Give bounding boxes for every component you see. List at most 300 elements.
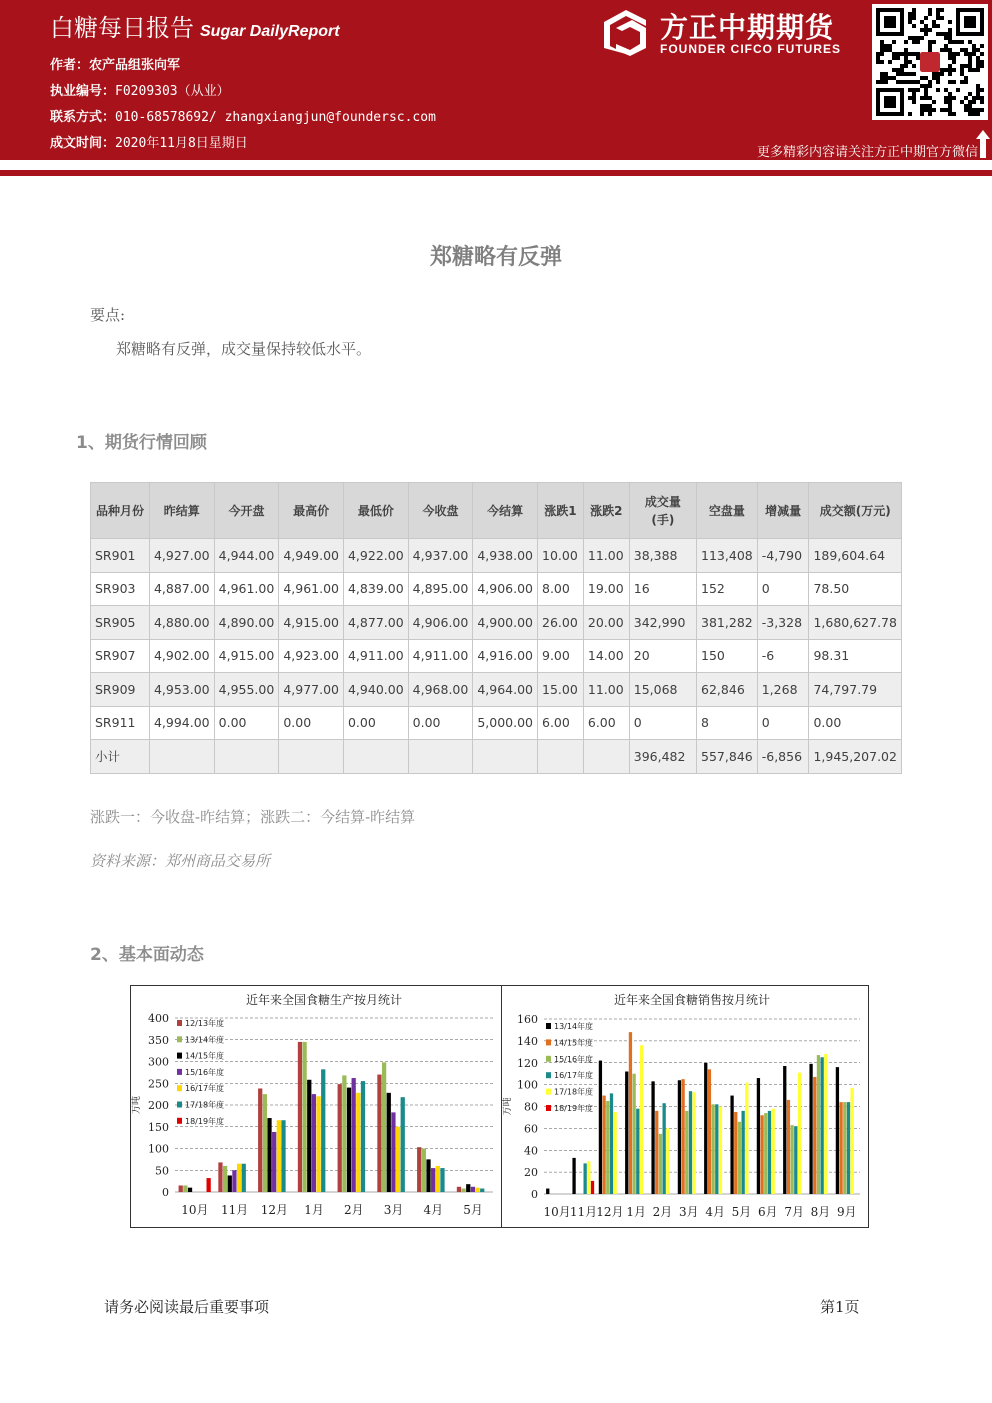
bar: [466, 1184, 470, 1192]
bar: [321, 1069, 325, 1192]
legend-label: 17/18年度: [185, 1100, 225, 1110]
legend-swatch: [177, 1036, 182, 1042]
bar: [734, 1112, 737, 1194]
table-cell: 4,911.00: [408, 639, 473, 673]
bar: [232, 1170, 236, 1192]
table-cell: 1,680,627.78: [809, 606, 902, 640]
legend-label: 14/15年度: [185, 1051, 225, 1061]
x-tick-label: 10月: [181, 1203, 209, 1217]
table-cell: SR907: [91, 639, 150, 673]
table-header-row: [91, 483, 902, 539]
table-cell: 1,268: [757, 673, 809, 707]
company-logo: [602, 6, 864, 58]
bar: [610, 1093, 613, 1194]
table-cell: 4,915.00: [214, 639, 279, 673]
author-label: 作者：: [50, 58, 90, 73]
table-cell: 62,846: [697, 673, 758, 707]
bar: [821, 1057, 824, 1194]
table-row: [91, 639, 902, 673]
bar: [738, 1122, 741, 1194]
legend-label: 15/16年度: [554, 1054, 594, 1064]
bar: [742, 1111, 745, 1194]
table-cell: 396,482: [629, 740, 696, 774]
x-tick-label: 2月: [652, 1205, 673, 1219]
table-cell: 15.00: [538, 673, 584, 707]
table-cell: 小计: [91, 740, 150, 774]
table-cell: 4,887.00: [149, 572, 214, 606]
table-row: [91, 572, 902, 606]
y-tick-label: 100: [517, 1078, 538, 1092]
legend-label: 13/14年度: [554, 1022, 594, 1031]
license-value: F0209303（从业）: [115, 84, 230, 99]
table-cell: 9.00: [538, 639, 584, 673]
table-cell: 4,968.00: [408, 673, 473, 707]
x-tick-label: 3月: [383, 1203, 404, 1217]
bar: [387, 1093, 391, 1192]
bar: [440, 1168, 444, 1192]
bar: [436, 1166, 440, 1192]
bar: [719, 1107, 722, 1195]
bar: [663, 1103, 666, 1194]
table-cell: 4,911.00: [343, 639, 408, 673]
banner-rule: [0, 170, 992, 176]
bar: [207, 1178, 211, 1192]
x-tick-label: 2月: [344, 1203, 364, 1217]
bar: [338, 1084, 342, 1192]
y-tick-label: 0: [162, 1186, 169, 1199]
x-tick-label: 10月: [543, 1205, 571, 1219]
table-cell: 0: [757, 572, 809, 606]
table-cell: 4,915.00: [279, 606, 344, 640]
bar: [179, 1185, 183, 1192]
section-heading-futures: 1、期货行情回顾: [76, 433, 207, 453]
bar: [377, 1075, 381, 1192]
x-tick-label: 1月: [304, 1203, 324, 1217]
bar: [480, 1189, 484, 1192]
legend-swatch: [546, 1072, 551, 1078]
bar: [843, 1102, 846, 1194]
bar: [693, 1092, 696, 1194]
bar: [689, 1091, 692, 1194]
column-header: 增减量: [757, 483, 809, 539]
y-tick-label: 40: [524, 1144, 538, 1158]
chart-title: 近年来全国食糖生产按月统计: [245, 993, 403, 1007]
table-cell: 0.00: [343, 706, 408, 740]
bar: [281, 1120, 285, 1192]
bar: [813, 1077, 816, 1194]
table-cell: 4,890.00: [214, 606, 279, 640]
sugar-sales-chart: [501, 985, 869, 1228]
bar: [599, 1061, 602, 1194]
table-cell: [343, 740, 408, 774]
x-tick-label: 1月: [626, 1205, 646, 1219]
bar: [263, 1094, 267, 1192]
bar: [461, 1189, 465, 1192]
x-tick-label: 5月: [463, 1203, 483, 1217]
table-cell: 381,282: [697, 606, 758, 640]
bar: [602, 1096, 605, 1194]
author-line: [50, 54, 180, 73]
x-tick-label: 7月: [784, 1205, 804, 1219]
table-cell: [214, 740, 279, 774]
bar: [584, 1163, 587, 1194]
bar: [768, 1111, 771, 1194]
founder-logo-icon: [602, 8, 648, 56]
table-cell: -6,856: [757, 740, 809, 774]
legend-swatch: [546, 1039, 551, 1045]
table-cell: 4,994.00: [149, 706, 214, 740]
table-cell: 4,902.00: [149, 639, 214, 673]
bar: [817, 1055, 820, 1194]
bar: [847, 1102, 850, 1194]
table-cell: 14.00: [583, 639, 629, 673]
table-row: [91, 539, 902, 573]
bar: [655, 1111, 658, 1194]
table-cell: -6: [757, 639, 809, 673]
bar: [426, 1159, 430, 1192]
bar: [809, 1064, 812, 1194]
table-cell: 4,937.00: [408, 539, 473, 573]
bar: [783, 1066, 786, 1194]
table-cell: 8.00: [538, 572, 584, 606]
table-cell: [408, 740, 473, 774]
bar: [632, 1074, 635, 1194]
table-cell: 4,922.00: [343, 539, 408, 573]
table-cell: 4,877.00: [343, 606, 408, 640]
y-tick-label: 20: [524, 1166, 538, 1180]
license-line: [50, 80, 230, 99]
x-tick-label: 4月: [705, 1205, 725, 1219]
logo-text-en: FOUNDER CIFCO FUTURES: [660, 42, 841, 56]
legend-label: 18/19年度: [185, 1116, 225, 1126]
legend-label: 15/16年度: [185, 1067, 225, 1077]
bar: [382, 1062, 386, 1192]
x-tick-label: 11月: [220, 1203, 249, 1217]
contact-line: [50, 106, 436, 125]
legend-swatch: [177, 1085, 182, 1091]
bar: [457, 1187, 461, 1192]
bar: [218, 1162, 222, 1192]
table-row: [91, 740, 902, 774]
table-cell: 4,880.00: [149, 606, 214, 640]
contact-label: 联系方式：: [50, 110, 116, 125]
bar: [237, 1164, 241, 1192]
legend-swatch: [546, 1023, 551, 1029]
table-row: [91, 673, 902, 707]
y-tick-label: 250: [148, 1077, 169, 1091]
table-cell: [538, 740, 584, 774]
bar: [471, 1187, 475, 1192]
table-cell: 11.00: [583, 673, 629, 707]
bar: [361, 1081, 365, 1192]
bar: [836, 1067, 839, 1194]
table-cell: 5,000.00: [473, 706, 538, 740]
column-header: 昨结算: [149, 483, 214, 539]
column-header: 成交额(万元): [809, 483, 902, 539]
x-tick-label: 6月: [758, 1205, 778, 1219]
x-tick-label: 12月: [596, 1205, 624, 1219]
x-tick-label: 3月: [679, 1205, 699, 1219]
bar: [787, 1100, 790, 1194]
logo-text-cn: 方正中期期货: [660, 11, 835, 44]
table-cell: 4,906.00: [473, 572, 538, 606]
table-cell: 4,916.00: [473, 639, 538, 673]
table-cell: 20.00: [583, 606, 629, 640]
bar: [417, 1147, 421, 1192]
column-header: 最低价: [343, 483, 408, 539]
bar: [715, 1104, 718, 1194]
bar: [651, 1081, 654, 1194]
table-row: [91, 606, 902, 640]
date-line: [50, 132, 248, 151]
column-header: 今开盘: [214, 483, 279, 539]
table-cell: 4,927.00: [149, 539, 214, 573]
report-title: [50, 8, 340, 43]
table-cell: [473, 740, 538, 774]
legend-label: 16/17年度: [185, 1084, 225, 1094]
table-cell: 20: [629, 639, 696, 673]
column-header: 今结算: [473, 483, 538, 539]
table-row: [91, 706, 902, 740]
table-cell: 4,900.00: [473, 606, 538, 640]
x-tick-label: 11月: [569, 1205, 598, 1219]
contact-value: 010-68578692/ zhangxiangjun@foundersc.com: [115, 110, 436, 125]
y-axis-label: 万吨: [132, 1095, 142, 1115]
legend-label: 14/15年度: [554, 1038, 594, 1048]
bar: [277, 1120, 281, 1192]
table-cell: SR909: [91, 673, 150, 707]
legend-swatch: [177, 1102, 182, 1108]
bar: [636, 1109, 639, 1194]
x-tick-label: 5月: [731, 1205, 752, 1219]
bar: [347, 1088, 351, 1192]
legend-label: 13/14年度: [185, 1035, 225, 1045]
table-cell: 0.00: [214, 706, 279, 740]
sales-chart-svg: [502, 986, 868, 1227]
bar: [356, 1093, 360, 1192]
bar: [798, 1073, 801, 1194]
bar: [708, 1069, 711, 1194]
legend-swatch: [177, 1053, 182, 1059]
x-tick-label: 12月: [260, 1203, 289, 1217]
arrow-up-icon: [976, 130, 990, 158]
table-cell: 189,604.64: [809, 539, 902, 573]
table-cell: 8: [697, 706, 758, 740]
y-tick-label: 80: [524, 1100, 538, 1114]
author-value: 农产品组张向军: [89, 58, 181, 73]
y-tick-label: 50: [155, 1164, 169, 1178]
y-axis-label: 万吨: [503, 1097, 513, 1116]
bar: [760, 1115, 763, 1194]
bar: [790, 1125, 793, 1194]
table-cell: 557,846: [697, 740, 758, 774]
production-chart-svg: [131, 986, 501, 1227]
column-header: 涨跌1: [538, 483, 584, 539]
section-heading-fundamentals: 2、基本面动态: [90, 945, 204, 965]
legend-label: 18/19年度: [554, 1104, 594, 1113]
bar: [839, 1102, 842, 1194]
table-cell: 16: [629, 572, 696, 606]
table-cell: 4,895.00: [408, 572, 473, 606]
table-cell: 10.00: [538, 539, 584, 573]
y-tick-label: 200: [148, 1099, 169, 1112]
x-tick-label: 9月: [837, 1205, 857, 1219]
sugar-production-chart: [130, 985, 502, 1228]
futures-quote-table: [90, 482, 902, 774]
table-cell: 4,964.00: [473, 673, 538, 707]
bar: [851, 1088, 854, 1194]
table-cell: SR903: [91, 572, 150, 606]
table-cell: 38,388: [629, 539, 696, 573]
bar: [794, 1126, 797, 1194]
bar: [188, 1188, 192, 1192]
y-tick-label: 300: [148, 1055, 169, 1069]
bar: [591, 1181, 594, 1194]
report-title-en: Sugar DailyReport: [200, 23, 340, 40]
column-header: 成交量(手): [629, 483, 696, 539]
bar: [764, 1113, 767, 1194]
table-cell: [583, 740, 629, 774]
bar: [298, 1042, 302, 1192]
column-header: 空盘量: [697, 483, 758, 539]
y-tick-label: 160: [517, 1013, 538, 1026]
footer-disclaimer: 请务必阅读最后重要事项: [104, 1298, 270, 1316]
table-cell: 4,961.00: [214, 572, 279, 606]
table-cell: [149, 740, 214, 774]
table-cell: 6.00: [583, 706, 629, 740]
bar: [640, 1045, 643, 1194]
bar: [342, 1075, 346, 1192]
table-cell: 4,923.00: [279, 639, 344, 673]
table-cell: 4,940.00: [343, 673, 408, 707]
bar: [272, 1132, 276, 1192]
table-cell: 1,945,207.02: [809, 740, 902, 774]
table-cell: 152: [697, 572, 758, 606]
x-tick-label: 4月: [423, 1203, 444, 1217]
bar: [422, 1149, 426, 1193]
bar: [614, 1112, 617, 1194]
date-label: 成文时间：: [50, 136, 116, 151]
bar: [396, 1127, 400, 1192]
bar: [606, 1101, 609, 1194]
legend-swatch: [177, 1118, 182, 1124]
bar: [757, 1078, 760, 1194]
column-header: 今收盘: [408, 483, 473, 539]
y-tick-label: 350: [148, 1033, 169, 1047]
bar: [730, 1096, 733, 1194]
bar: [391, 1112, 395, 1192]
bar: [475, 1188, 479, 1192]
legend-swatch: [177, 1069, 182, 1075]
bar: [302, 1042, 306, 1192]
bar: [685, 1111, 688, 1194]
column-header: 涨跌2: [583, 483, 629, 539]
wechat-qr-code: [872, 4, 988, 120]
table-cell: 0.00: [809, 706, 902, 740]
table-cell: 0: [757, 706, 809, 740]
column-header: 品种月份: [91, 483, 150, 539]
table-cell: 74,797.79: [809, 673, 902, 707]
document-title: 郑糖略有反弹: [429, 245, 562, 270]
table-cell: 78.50: [809, 572, 902, 606]
bar: [228, 1175, 232, 1192]
table-cell: 0.00: [279, 706, 344, 740]
table-cell: 11.00: [583, 539, 629, 573]
legend-label: 12/13年度: [185, 1019, 225, 1028]
table-cell: 15,068: [629, 673, 696, 707]
table-cell: -4,790: [757, 539, 809, 573]
table-cell: 4,938.00: [473, 539, 538, 573]
y-tick-label: 0: [531, 1188, 538, 1201]
footer-page-number: 第1页: [820, 1298, 860, 1316]
table-cell: 0: [629, 706, 696, 740]
y-tick-label: 100: [148, 1142, 169, 1156]
bar: [681, 1079, 684, 1194]
table-cell: 19.00: [583, 572, 629, 606]
bar: [258, 1088, 262, 1192]
table-cell: SR911: [91, 706, 150, 740]
legend-label: 17/18年度: [554, 1087, 594, 1097]
change-definition-note: 涨跌一：今收盘-昨结算；涨跌二：今结算-昨结算: [90, 808, 416, 826]
table-cell: -3,328: [757, 606, 809, 640]
table-cell: 113,408: [697, 539, 758, 573]
table-cell: 4,949.00: [279, 539, 344, 573]
y-tick-label: 150: [148, 1120, 169, 1134]
table-cell: 150: [697, 639, 758, 673]
bar: [401, 1097, 405, 1192]
bar: [242, 1164, 246, 1192]
table-cell: 4,961.00: [279, 572, 344, 606]
bar: [704, 1063, 707, 1194]
legend-swatch: [546, 1056, 551, 1062]
bar: [572, 1158, 575, 1194]
legend-label: 16/17年度: [554, 1071, 594, 1081]
key-points-label: 要点:: [90, 306, 126, 324]
bar: [666, 1128, 669, 1194]
key-points-text: 郑糖略有反弹，成交量保持较低水平。: [116, 340, 372, 358]
table-cell: 0.00: [408, 706, 473, 740]
bar: [352, 1078, 356, 1192]
table-cell: 98.31: [809, 639, 902, 673]
bar: [711, 1104, 714, 1194]
bar: [183, 1185, 187, 1192]
column-header: 最高价: [279, 483, 344, 539]
wechat-note: 更多精彩内容请关注方正中期官方微信: [756, 145, 978, 160]
legend-swatch: [546, 1089, 551, 1095]
y-tick-label: 400: [148, 1012, 169, 1025]
bar: [745, 1082, 748, 1194]
table-cell: 4,953.00: [149, 673, 214, 707]
bar: [431, 1168, 435, 1192]
x-tick-label: 8月: [810, 1205, 831, 1219]
table-cell: [279, 740, 344, 774]
license-label: 执业编号：: [50, 84, 116, 99]
table-cell: 342,990: [629, 606, 696, 640]
table-cell: 26.00: [538, 606, 584, 640]
date-value: 2020年11月8日星期日: [115, 136, 248, 151]
bar: [307, 1080, 311, 1192]
data-source-note: 资料来源：郑州商品交易所: [90, 852, 271, 870]
bar: [772, 1109, 775, 1194]
table-cell: 4,944.00: [214, 539, 279, 573]
legend-swatch: [546, 1105, 551, 1111]
bar: [824, 1054, 827, 1194]
bar: [659, 1134, 662, 1194]
table-cell: 6.00: [538, 706, 584, 740]
bar: [312, 1094, 316, 1192]
legend-swatch: [177, 1020, 182, 1026]
y-tick-label: 60: [524, 1122, 538, 1136]
